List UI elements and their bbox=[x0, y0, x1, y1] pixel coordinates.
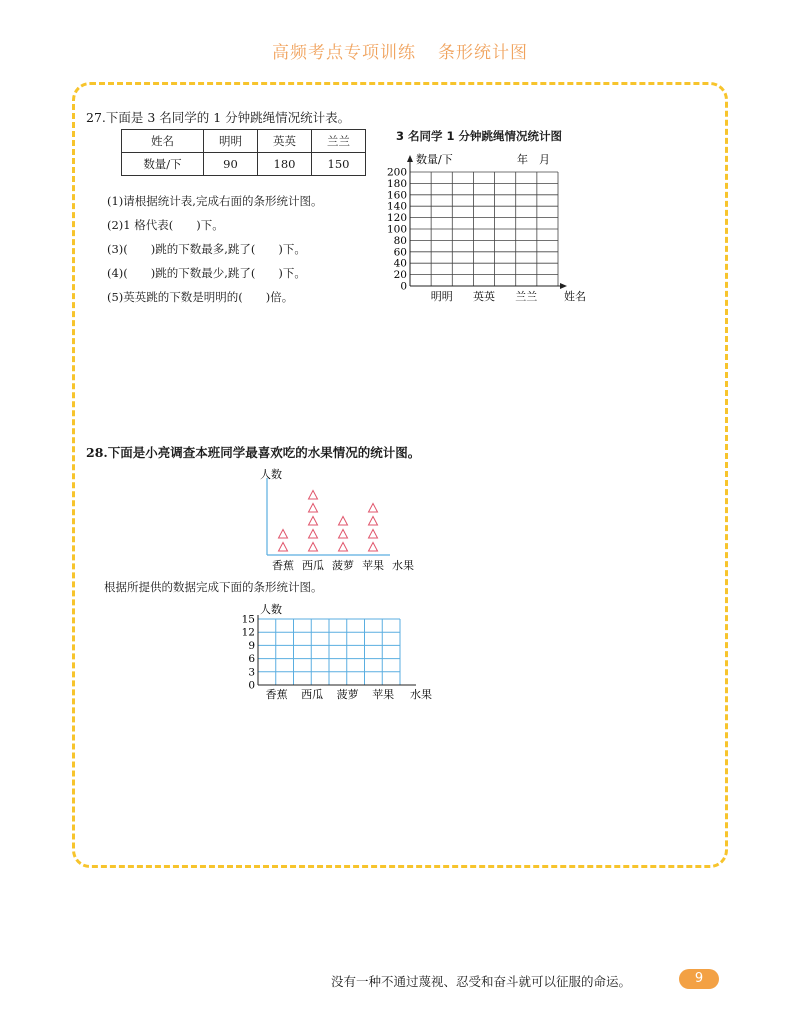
table-cell: 180 bbox=[258, 153, 312, 176]
table-row bbox=[122, 130, 366, 153]
header-topic-title: 条形统计图 bbox=[438, 43, 528, 63]
triangle-marker bbox=[309, 504, 318, 513]
triangle-marker bbox=[279, 530, 288, 539]
triangle-marker bbox=[309, 517, 318, 526]
q28-pictograph bbox=[250, 460, 430, 572]
y-tick-label: 140 bbox=[386, 200, 407, 213]
x-category-label: 明明 bbox=[430, 290, 453, 303]
q27-bar-chart bbox=[380, 140, 600, 310]
y-tick-label: 6 bbox=[248, 653, 255, 666]
q27-sub-5: (5)英英跳的下数是明明的( )倍。 bbox=[107, 290, 294, 304]
y-tick-label: 200 bbox=[386, 166, 407, 179]
x-category-label: 英英 bbox=[473, 290, 495, 303]
q27-sub-3: (3)( )跳的下数最多,跳了( )下。 bbox=[107, 242, 306, 256]
table-cell: 明明 bbox=[204, 130, 258, 153]
x-axis-arrow bbox=[560, 283, 567, 289]
y-tick-label: 15 bbox=[241, 613, 255, 626]
footer-quote: 没有一种不通过蔑视、忍受和奋斗就可以征服的命运。 bbox=[331, 974, 632, 989]
y-tick-label: 9 bbox=[248, 639, 255, 652]
y-tick-label: 0 bbox=[400, 280, 407, 293]
date-label: 年 月 bbox=[517, 153, 550, 166]
x-category-label: 苹果 bbox=[362, 559, 384, 572]
table-row bbox=[122, 153, 366, 176]
q27-stats-table bbox=[121, 129, 366, 176]
x-axis-label: 水果 bbox=[392, 559, 414, 572]
triangle-marker bbox=[369, 530, 378, 539]
table-cell: 90 bbox=[204, 153, 258, 176]
y-tick-label: 60 bbox=[393, 246, 407, 259]
y-tick-label: 12 bbox=[241, 626, 255, 639]
x-category-label: 菠萝 bbox=[336, 688, 359, 701]
table-cell: 英英 bbox=[258, 130, 312, 153]
page-number-badge: 9 bbox=[679, 969, 719, 989]
triangle-marker bbox=[309, 530, 318, 539]
x-category-label: 苹果 bbox=[372, 688, 395, 701]
x-category-label: 香蕉 bbox=[272, 559, 294, 572]
y-axis-arrow bbox=[407, 155, 413, 162]
page-header bbox=[0, 38, 800, 63]
y-tick-label: 40 bbox=[393, 257, 407, 270]
q27-title: 27.下面是 3 名同学的 1 分钟跳绳情况统计表。 bbox=[86, 110, 351, 125]
y-axis-label: 人数 bbox=[260, 468, 282, 481]
q27-sub-1: (1)请根据统计表,完成右面的条形统计图。 bbox=[107, 194, 323, 208]
x-axis-label: 姓名 bbox=[564, 290, 586, 303]
y-tick-label: 100 bbox=[386, 223, 407, 236]
q27-sub-2: (2)1 格代表( )下。 bbox=[107, 218, 224, 232]
y-tick-label: 120 bbox=[386, 212, 407, 225]
x-category-label: 菠萝 bbox=[332, 559, 354, 572]
x-category-label: 香蕉 bbox=[265, 688, 288, 701]
q28-instruction: 根据所提供的数据完成下面的条形统计图。 bbox=[104, 580, 323, 594]
triangle-marker bbox=[369, 543, 378, 552]
table-cell: 数量/下 bbox=[122, 153, 204, 176]
triangle-marker bbox=[369, 517, 378, 526]
y-axis-label: 数量/下 bbox=[416, 153, 453, 166]
triangle-marker bbox=[309, 491, 318, 500]
triangle-marker bbox=[339, 530, 348, 539]
y-tick-label: 3 bbox=[248, 666, 255, 679]
table-cell: 姓名 bbox=[122, 130, 204, 153]
triangle-marker bbox=[309, 543, 318, 552]
triangle-marker bbox=[279, 543, 288, 552]
y-tick-label: 160 bbox=[386, 189, 407, 202]
q28-title: 28.下面是小亮调查本班同学最喜欢吃的水果情况的统计图。 bbox=[86, 445, 421, 460]
header-section-title: 高频考点专项训练 bbox=[272, 43, 416, 63]
y-axis-label: 人数 bbox=[260, 603, 282, 616]
table-cell: 150 bbox=[312, 153, 366, 176]
x-category-label: 西瓜 bbox=[301, 688, 324, 701]
q28-bar-chart bbox=[240, 598, 440, 704]
q27-chart-title: 3 名同学 1 分钟跳绳情况统计图 bbox=[396, 129, 563, 143]
y-tick-label: 80 bbox=[393, 234, 407, 247]
y-tick-label: 0 bbox=[248, 679, 255, 692]
triangle-marker bbox=[369, 504, 378, 513]
table-cell: 兰兰 bbox=[312, 130, 366, 153]
x-category-label: 兰兰 bbox=[515, 290, 538, 303]
triangle-marker bbox=[339, 517, 348, 526]
y-tick-label: 180 bbox=[386, 177, 407, 190]
q27-sub-4: (4)( )跳的下数最少,跳了( )下。 bbox=[107, 266, 306, 280]
x-axis-label: 水果 bbox=[410, 688, 432, 701]
triangle-marker bbox=[339, 543, 348, 552]
x-category-label: 西瓜 bbox=[302, 559, 324, 572]
y-tick-label: 20 bbox=[393, 269, 407, 282]
